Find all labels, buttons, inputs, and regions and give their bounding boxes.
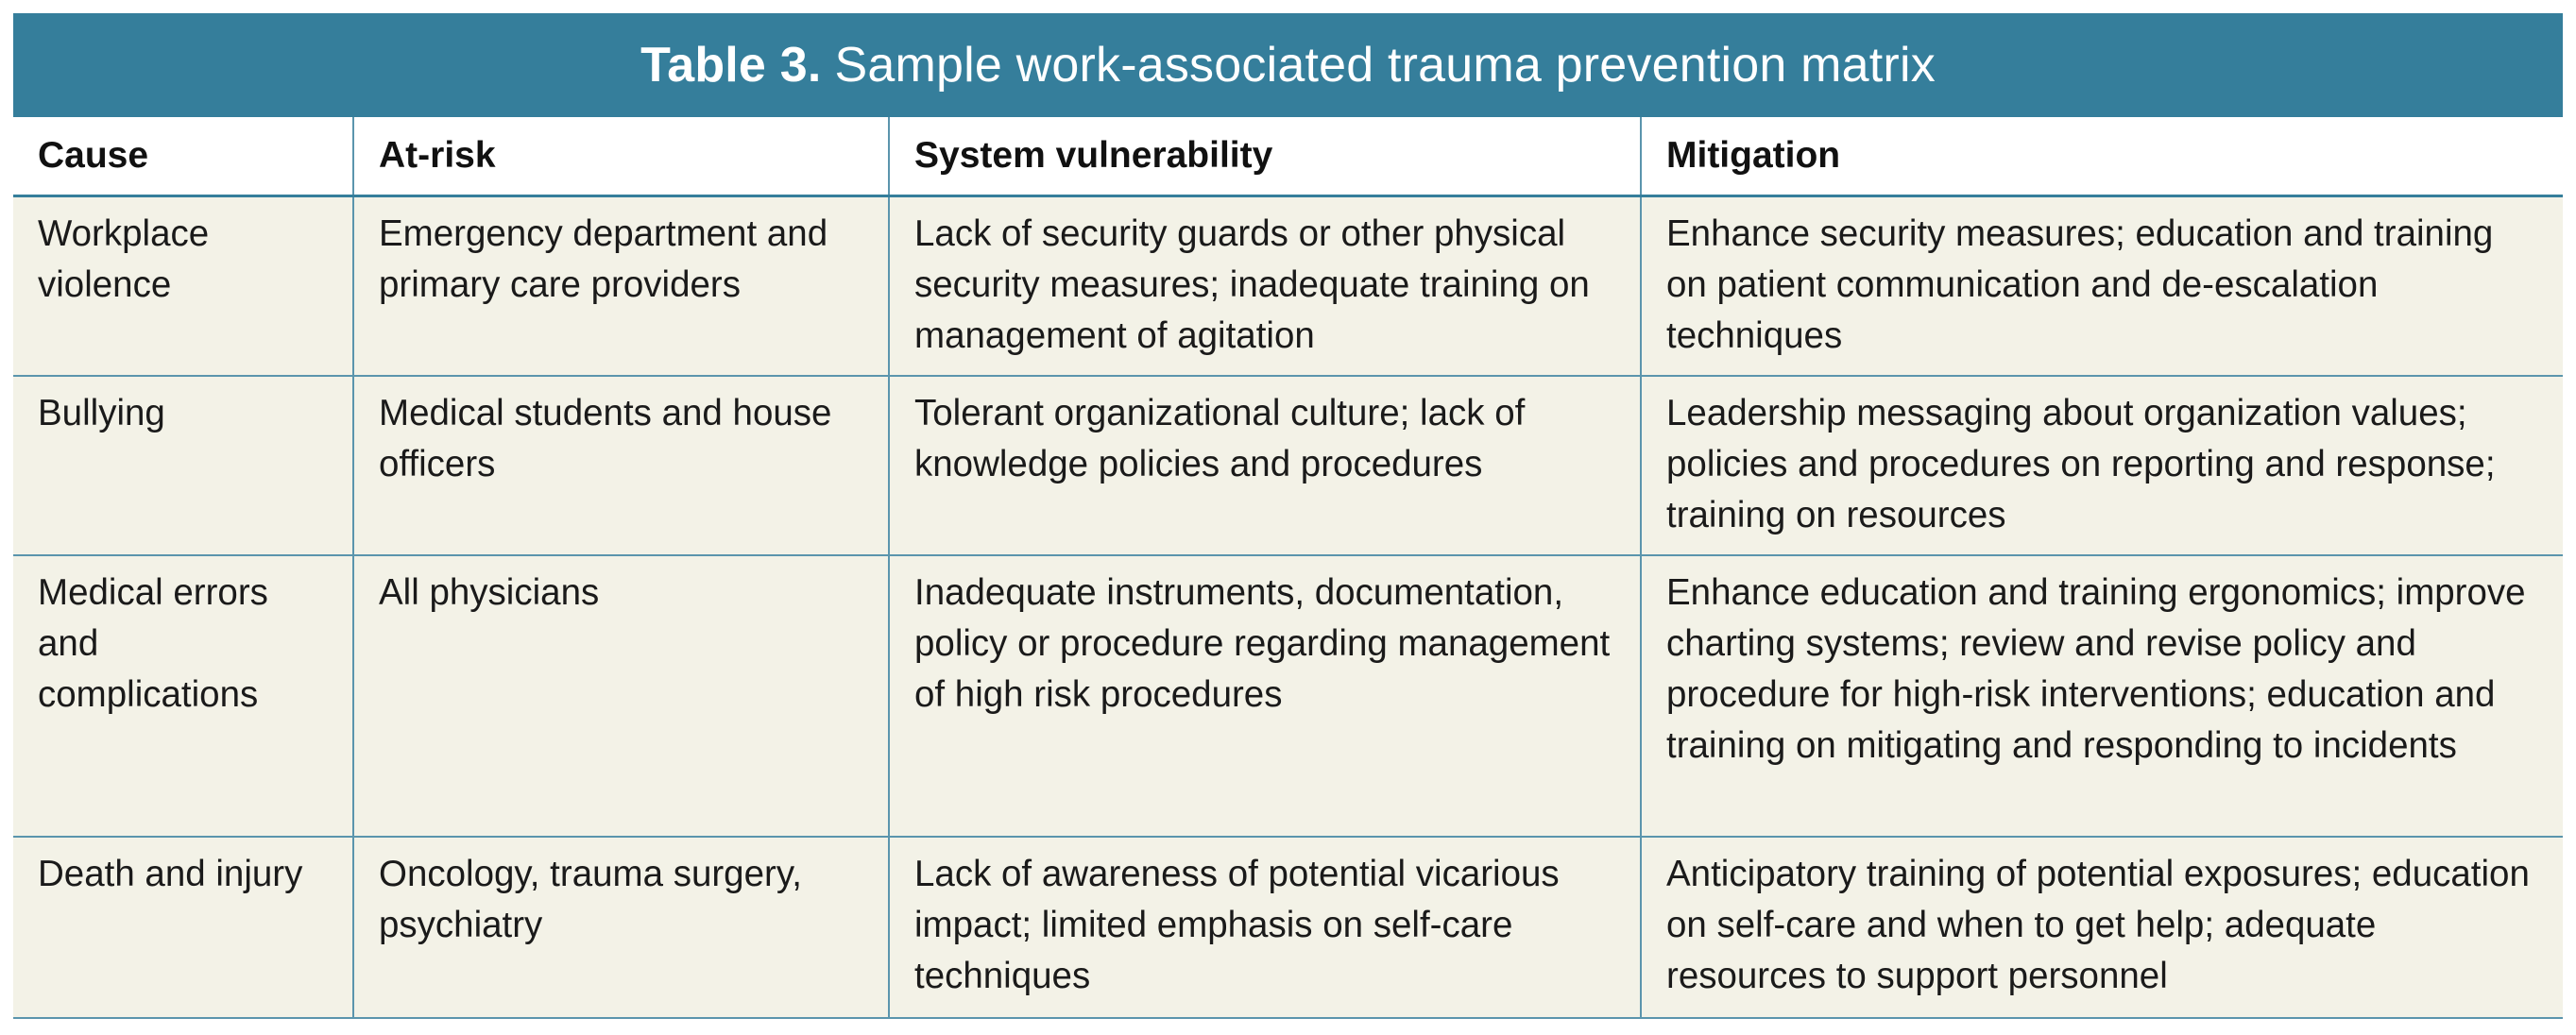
at-risk-cell: All physicians	[353, 555, 889, 837]
column-header-system-vulnerability: System vulnerability	[889, 117, 1641, 196]
column-header-at-risk: At-risk	[353, 117, 889, 196]
table-row	[13, 555, 2563, 837]
vulnerability-cell: Inadequate instruments, documentation, policy or procedure regarding management of high risk procedures	[889, 555, 1641, 837]
vulnerability-cell: Lack of security guards or other physical security measures; inadequate training on management of agitation	[889, 196, 1641, 376]
at-risk-cell: Medical students and house officers	[353, 376, 889, 555]
table-title-bar	[13, 13, 2563, 117]
header-row	[13, 117, 2563, 196]
mitigation-cell: Leadership messaging about organization values; policies and procedures on reporting and response; training on resources	[1641, 376, 2563, 555]
mitigation-cell: Anticipatory training of potential exposures; education on self-care and when to get help; adequate resources to support personnel	[1641, 837, 2563, 1018]
prevention-matrix-table	[13, 13, 2563, 1019]
matrix-grid	[13, 117, 2563, 1019]
table-row	[13, 837, 2563, 1018]
table-row	[13, 196, 2563, 376]
cause-cell: Death and injury	[13, 837, 353, 1018]
mitigation-cell: Enhance security measures; education and training on patient communication and de-escalation techniques	[1641, 196, 2563, 376]
cause-cell: Medical errors and complications	[13, 555, 353, 837]
table-row	[13, 376, 2563, 555]
cause-cell: Workplace violence	[13, 196, 353, 376]
table-caption: Sample work-associated trauma prevention matrix	[834, 38, 1936, 93]
table-number: Table 3.	[640, 38, 822, 93]
mitigation-cell: Enhance education and training ergonomics; improve charting systems; review and revise policy and procedure for high-risk interventions; education and training on mitigating and responding to incidents	[1641, 555, 2563, 837]
at-risk-cell: Oncology, trauma surgery, psychiatry	[353, 837, 889, 1018]
vulnerability-cell: Lack of awareness of potential vicarious impact; limited emphasis on self-care techniques	[889, 837, 1641, 1018]
column-header-mitigation: Mitigation	[1641, 117, 2563, 196]
column-header-cause: Cause	[13, 117, 353, 196]
at-risk-cell: Emergency department and primary care providers	[353, 196, 889, 376]
vulnerability-cell: Tolerant organizational culture; lack of knowledge policies and procedures	[889, 376, 1641, 555]
cause-cell: Bullying	[13, 376, 353, 555]
